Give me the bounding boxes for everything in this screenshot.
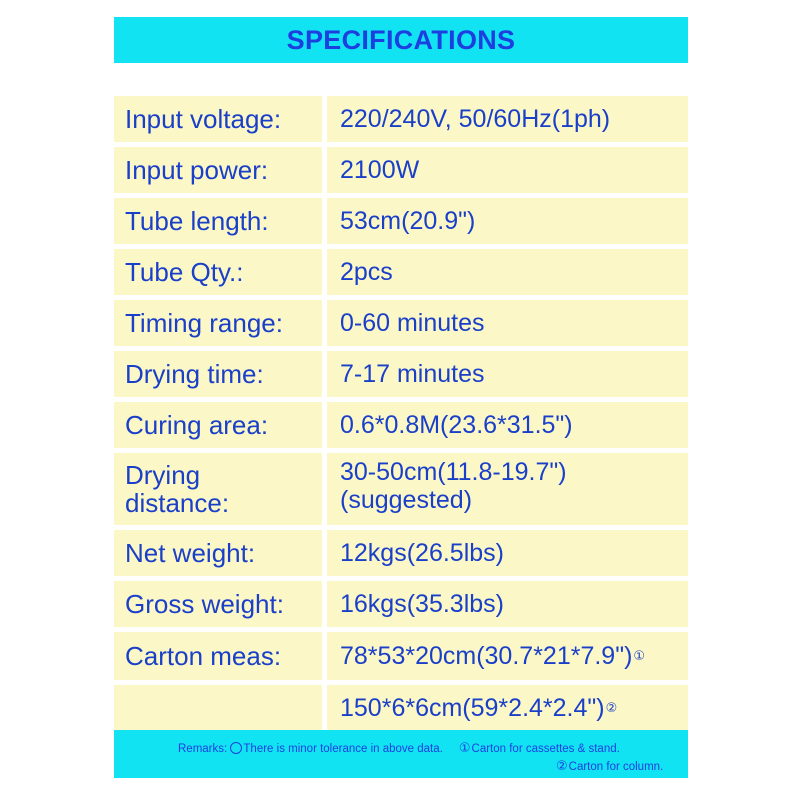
spec-value <box>327 453 688 525</box>
remarks-footer <box>114 730 688 778</box>
spec-row-tube-length <box>114 198 688 244</box>
spec-row-input-voltage <box>114 96 688 142</box>
spec-label-line: Drying <box>125 460 201 490</box>
spec-label <box>114 453 322 525</box>
spec-row-gross-weight <box>114 581 688 627</box>
spec-row-carton-column <box>114 685 688 731</box>
spec-value: 0.6*0.8M(23.6*31.5") <box>327 402 688 448</box>
circled-one-icon: ① <box>633 648 646 663</box>
spec-row-carton-meas <box>114 632 688 680</box>
spec-value: 220/240V, 50/60Hz(1ph) <box>327 96 688 142</box>
remarks-line <box>556 758 663 774</box>
cassette-carton-note: Carton for cassettes & stand. <box>471 743 620 755</box>
spec-label: Carton meas: <box>114 632 322 680</box>
spec-row-tube-qty <box>114 249 688 295</box>
spec-label: Gross weight: <box>114 581 322 627</box>
spec-value <box>327 632 688 680</box>
circled-two-icon: ② <box>605 700 618 715</box>
column-carton-note: Carton for column. <box>568 761 664 773</box>
spec-table <box>114 96 688 736</box>
spec-label: Net weight: <box>114 530 322 576</box>
carton-size-text: 150*6*6cm(59*2.4*2.4") <box>340 693 605 722</box>
spec-label: Curing area: <box>114 402 322 448</box>
spec-row-drying-time <box>114 351 688 397</box>
page-title: SPECIFICATIONS <box>286 24 516 55</box>
spec-label-empty <box>114 685 322 731</box>
remarks-label: Remarks: <box>178 743 228 755</box>
spec-label: Input power: <box>114 147 322 193</box>
spec-value <box>327 685 688 731</box>
spec-label: Tube length: <box>114 198 322 244</box>
spec-value-line: (suggested) <box>340 486 473 514</box>
spec-row-input-power <box>114 147 688 193</box>
spec-value: 2pcs <box>327 249 688 295</box>
spec-value: 2100W <box>327 147 688 193</box>
spec-label: Drying time: <box>114 351 322 397</box>
spec-value: 12kgs(26.5lbs) <box>327 530 688 576</box>
circled-one-icon: ① <box>458 740 471 755</box>
spec-value: 53cm(20.9") <box>327 198 688 244</box>
spec-value: 0-60 minutes <box>327 300 688 346</box>
spec-label: Timing range: <box>114 300 322 346</box>
spec-value-line: 30-50cm(11.8-19.7") <box>340 458 567 486</box>
spec-label-line: distance: <box>125 488 230 518</box>
spec-label: Input voltage: <box>114 96 322 142</box>
specifications-header <box>114 17 688 63</box>
spec-row-net-weight <box>114 530 688 576</box>
circled-two-icon: ② <box>556 758 568 773</box>
spec-value: 7-17 minutes <box>327 351 688 397</box>
spec-label: Tube Qty.: <box>114 249 322 295</box>
spec-row-curing-area <box>114 402 688 448</box>
remarks-line <box>178 740 620 756</box>
spec-value: 16kgs(35.3lbs) <box>327 581 688 627</box>
spec-row-drying-distance <box>114 453 688 525</box>
tolerance-note: There is minor tolerance in above data. <box>243 743 443 755</box>
circle-icon <box>230 742 242 754</box>
carton-size-text: 78*53*20cm(30.7*21*7.9") <box>340 641 633 670</box>
spec-row-timing-range <box>114 300 688 346</box>
